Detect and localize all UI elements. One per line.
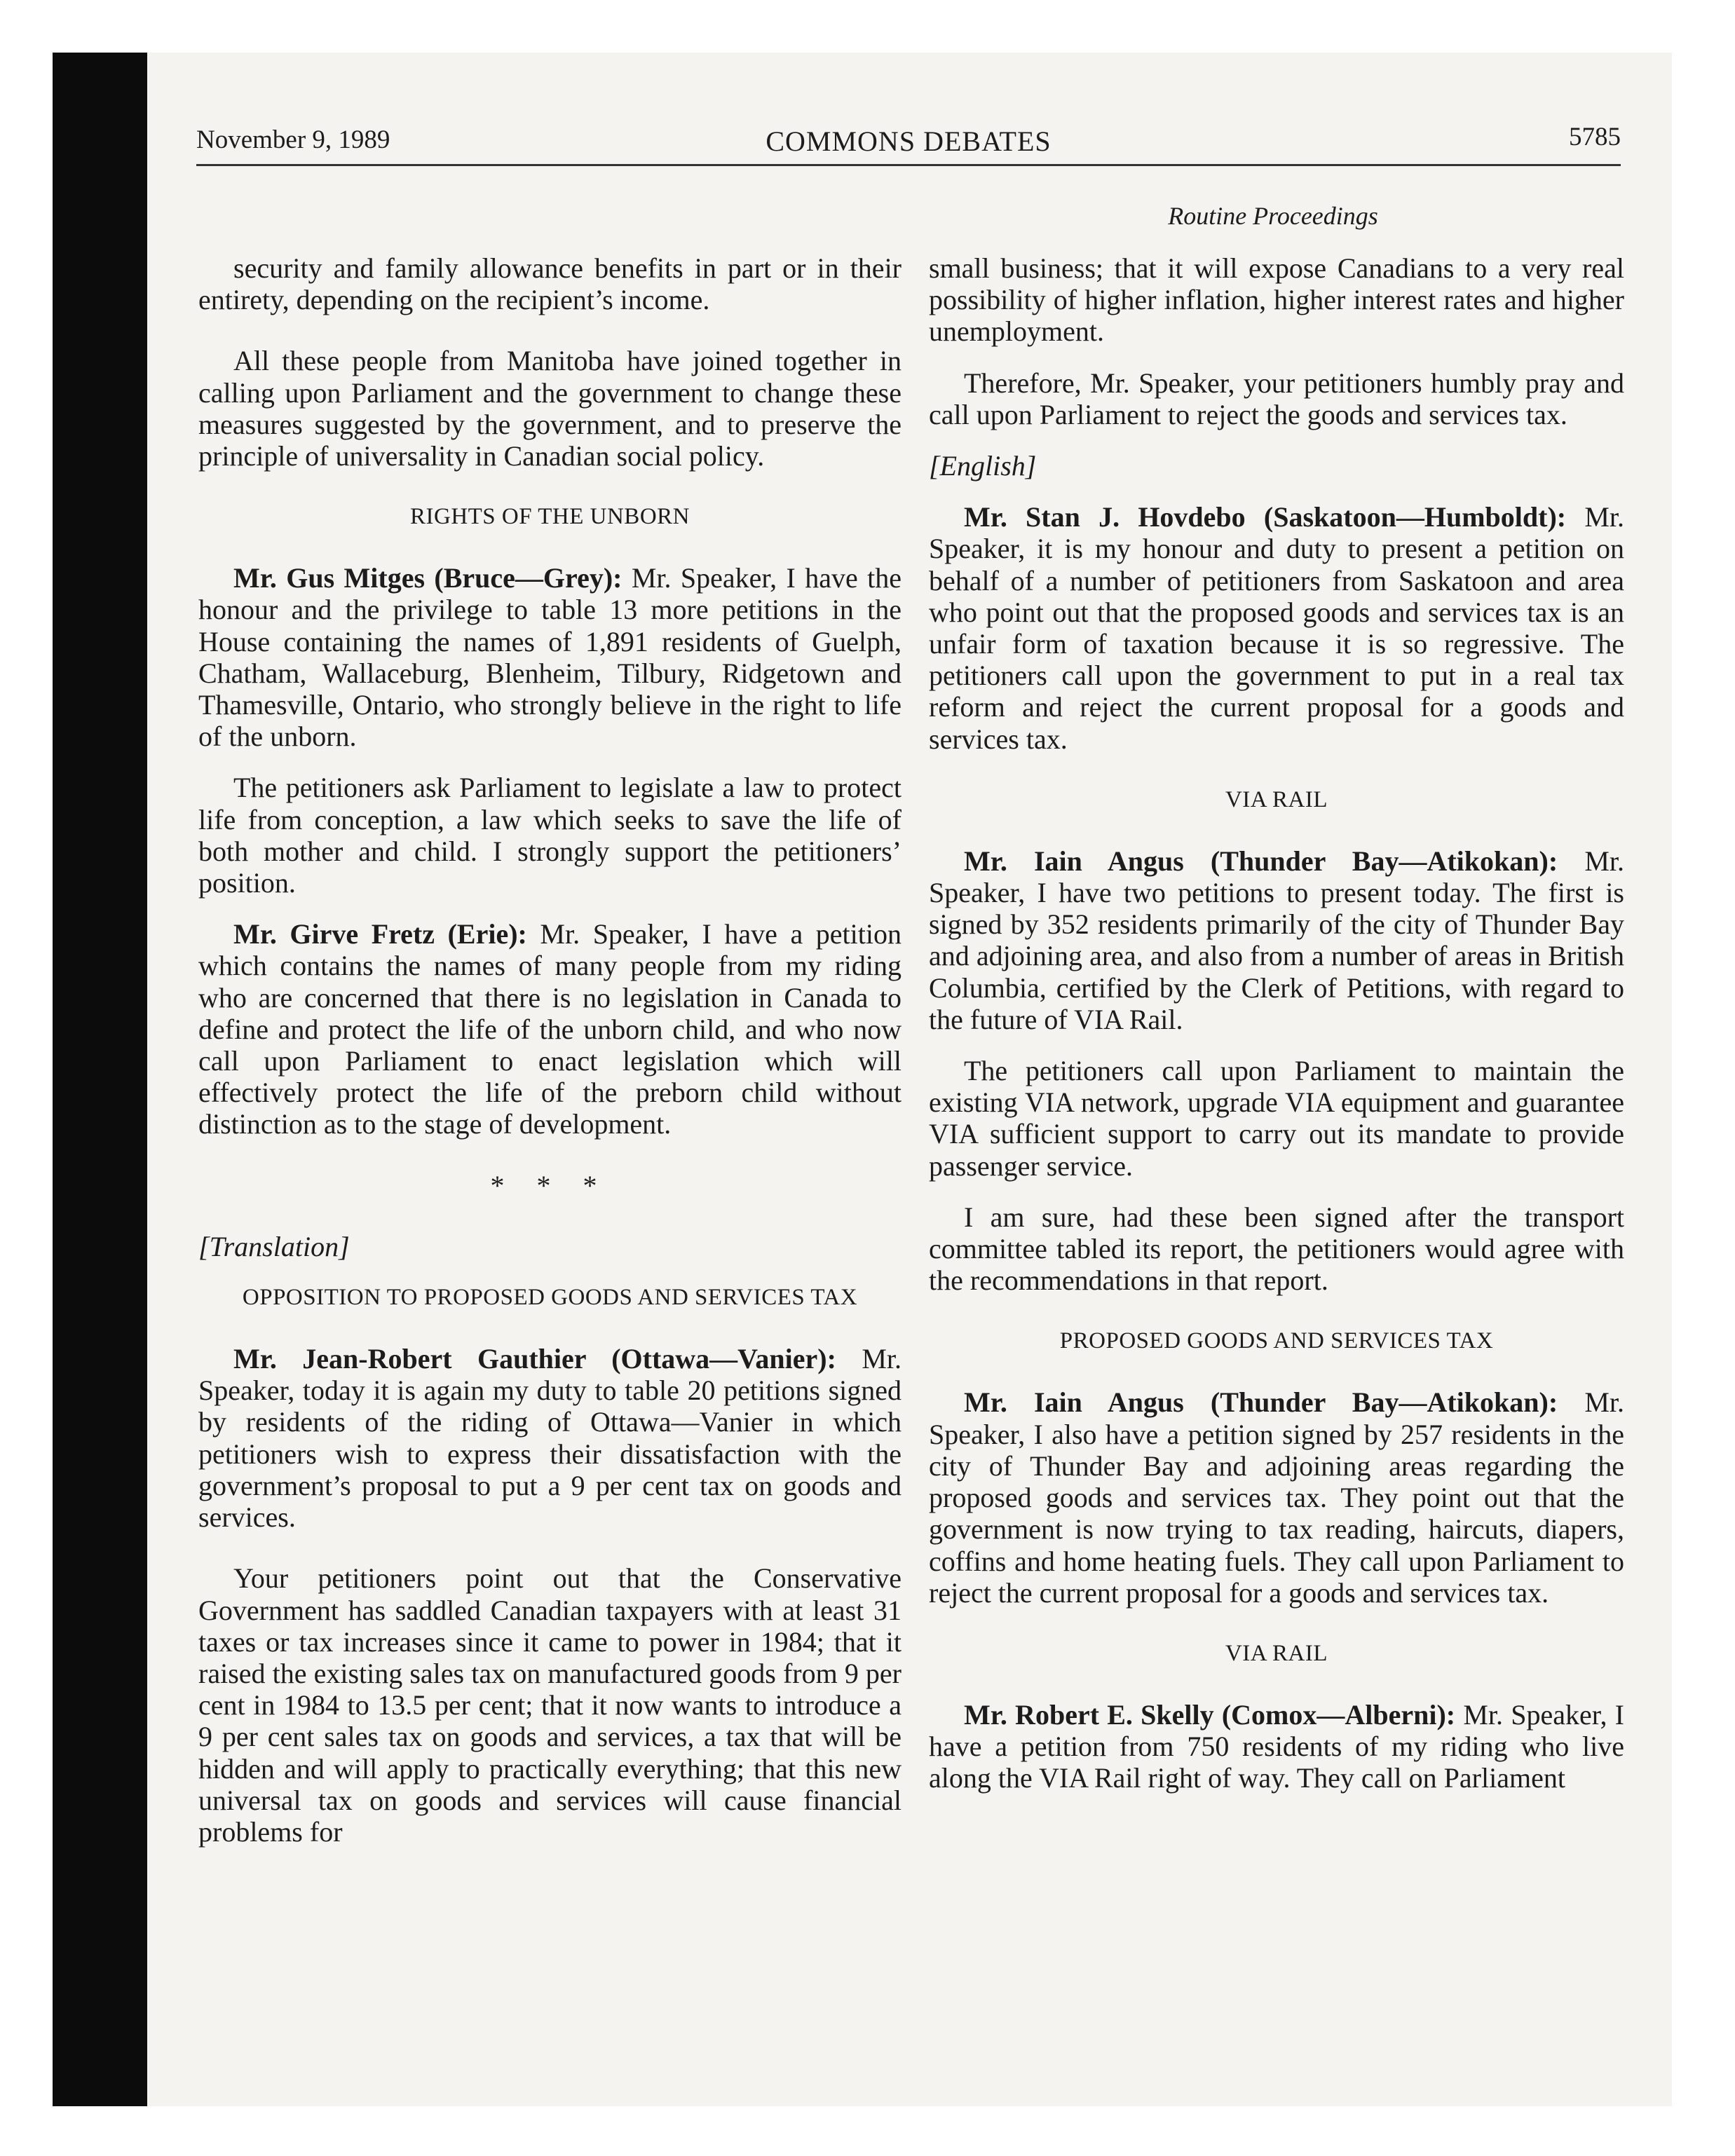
header-date: November 9, 1989 (196, 125, 390, 154)
subject-heading: RIGHTS OF THE UNBORN (409, 504, 690, 530)
speech-paragraph (198, 1343, 901, 1533)
paragraph: small business; that it will expose Canadians to a very real possibility of higher inflation, higher interest rates and higher unemployment. (929, 252, 1624, 348)
speech-paragraph (929, 845, 1624, 1035)
speech-paragraph (198, 918, 901, 1140)
paragraph: The petitioners call upon Parliament to maintain the existing VIA network, upgrade VIA equipment and guarantee VIA sufficient support to carry out its mandate to provide passenger service. (929, 1055, 1624, 1182)
speech-text: Mr. Speaker, it is my honour and duty to present a petition on behalf of a number of petitioners from Saskatoon and area who point out that the proposed goods and services tax is an unfair form of taxation because it is so regressive. The petitioners call upon the government to put in a real tax reform and reject the current proposal for a goods and services tax. (929, 501, 1624, 755)
subject-heading: VIA RAIL (1225, 1640, 1328, 1666)
speech-paragraph (929, 501, 1624, 755)
speaker-name: Mr. Jean-Robert Gauthier (Ottawa—Vanier): (233, 1343, 836, 1375)
speech-text: Mr. Speaker, I have the honour and the privilege to table 13 more petitions in the House containing the names of 1,891 residents of Guelph, Chatham, Wallaceburg, Blenheim, Tilbury, Ridgetown and Thamesville, Ontario, who strongly believe in the right to life of the unborn. (198, 562, 901, 753)
subject-heading: VIA RAIL (1225, 786, 1328, 812)
language-tag: [English] (929, 450, 1037, 482)
speaker-name: Mr. Iain Angus (Thunder Bay—Atikokan): (964, 845, 1558, 877)
speech-text: Mr. Speaker, I have a petition from 750 residents of my riding who live along the VIA Rail right of way. They call on Parliament (929, 1698, 1624, 1794)
speech-text: Mr. Speaker, I have a petition which contains the names of many people from my riding who are concerned that there is no legislation in Canada to define and protect the life of the unborn child, and who now call upon Parliament to enact legislation which will effectively protect the life of the preborn child without distinction as to the stage of development. (198, 918, 902, 1140)
running-header (196, 118, 1621, 166)
language-tag: [Translation] (198, 1230, 350, 1262)
right-column (929, 252, 1624, 1794)
paragraph: security and family allowance benefits in part or in their entirety, depending on the recipient’s income. (198, 252, 901, 316)
scan-binding-shadow (53, 53, 147, 2106)
speaker-name: Mr. Girve Fretz (Erie): (233, 918, 527, 950)
subject-heading: OPPOSITION TO PROPOSED GOODS AND SERVICES TAX (242, 1285, 858, 1311)
speaker-name: Mr. Gus Mitges (Bruce—Grey): (233, 562, 622, 594)
section-divider: * * * (490, 1169, 610, 1201)
speaker-name: Mr. Stan J. Hovdebo (Saskatoon—Humboldt): (964, 501, 1567, 533)
speech-text: Mr. Speaker, I also have a petition signed by 257 residents in the city of Thunder Bay and adjoining areas regarding the proposed goods and services tax. They point out that the government is now trying to tax reading, haircuts, diapers, coffins and home heating fuels. They call upon Parliament to reject the current proposal for a goods and services tax. (929, 1386, 1624, 1609)
header-title: COMMONS DEBATES (766, 125, 1052, 157)
paragraph: Your petitioners point out that the Conservative Government has saddled Canadian taxpayers with at least 31 taxes or tax increases since it came to power in 1984; that it raised the existing sales tax on manufactured goods from 9 per cent in 1984 to 13.5 per cent; that it now wants to introduce a 9 per cent sales tax on goods and services, a tax that will be hidden and will apply to practically everything; that this new universal tax on goods and services will cause financial problems for (198, 1562, 901, 1848)
speaker-name: Mr. Robert E. Skelly (Comox—Alberni): (964, 1698, 1456, 1731)
page-number: 5785 (1569, 123, 1621, 151)
speech-paragraph (198, 562, 901, 752)
speaker-name: Mr. Iain Angus (Thunder Bay—Atikokan): (964, 1386, 1558, 1419)
paragraph: I am sure, had these been signed after the transport committee tabled its report, the petitioners would agree with the recommendations in that report. (929, 1201, 1624, 1297)
speech-text: Mr. Speaker, today it is again my duty to table 20 petitions signed by residents of the riding of Ottawa—Vanier in which petitioners wish to express their dissatisfaction with the government’s proposal to put a 9 per cent tax on goods and services. (198, 1343, 901, 1534)
speech-paragraph (929, 1699, 1624, 1794)
left-column (198, 252, 901, 1848)
paragraph: All these people from Manitoba have joined together in calling upon Parliament and the government to change these measures suggested by the government, and to preserve the principle of universality in Canadian social policy. (198, 345, 901, 472)
paragraph: The petitioners ask Parliament to legislate a law to protect life from conception, a law which seeks to save the life of both mother and child. I strongly support the petitioners’ position. (198, 772, 901, 899)
subject-heading: PROPOSED GOODS AND SERVICES TAX (1059, 1328, 1494, 1354)
section-label: Routine Proceedings (1168, 202, 1378, 230)
speech-text: Mr. Speaker, I have two petitions to present today. The first is signed by 352 residents primarily of the city of Thunder Bay and adjoining area, and also from a number of areas in British Columbia, certified by the Clerk of Petitions, with regard to the future of VIA Rail. (929, 845, 1624, 1035)
speech-paragraph (929, 1386, 1624, 1608)
paragraph: Therefore, Mr. Speaker, your petitioners humbly pray and call upon Parliament to reject the goods and services tax. (929, 367, 1624, 430)
